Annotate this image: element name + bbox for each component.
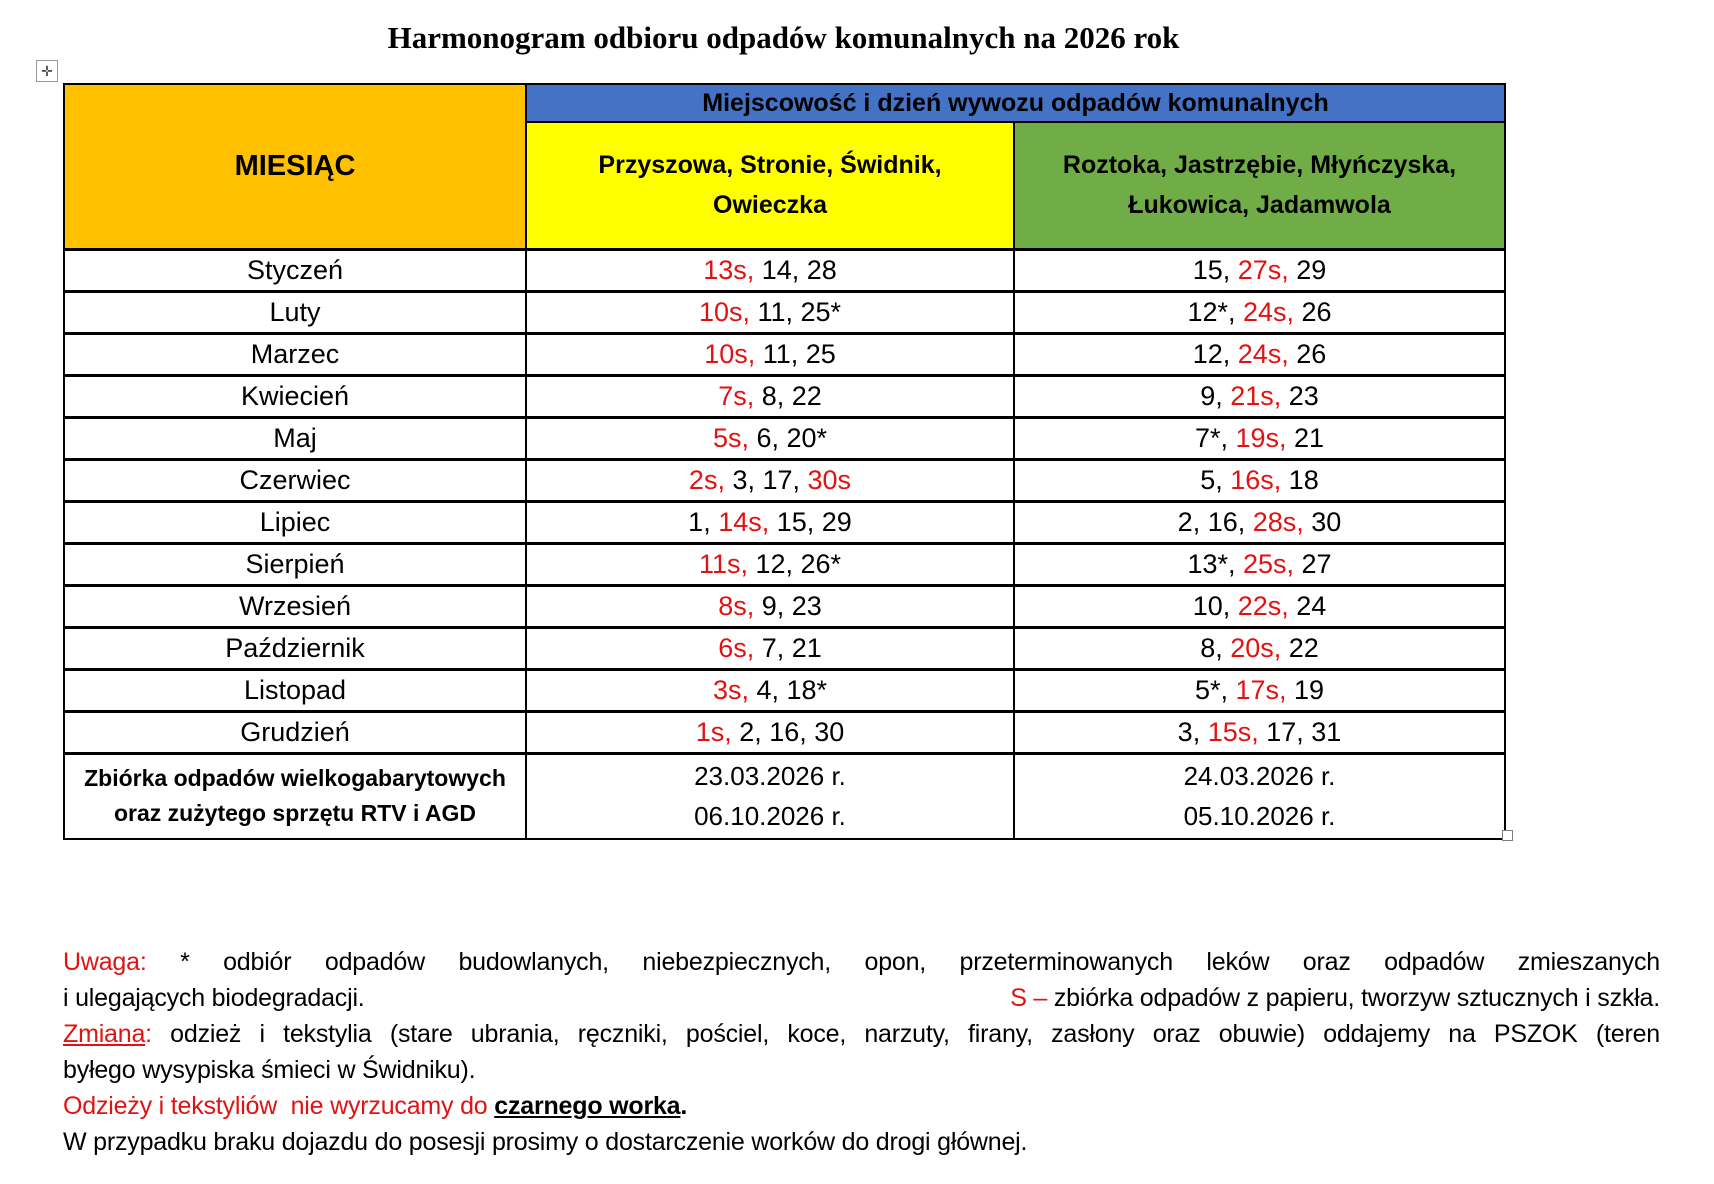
zone2-dates-cell	[1014, 375, 1505, 417]
zone1-date2: 06.10.2026 r.	[694, 801, 846, 832]
date-segment: 12,	[1192, 338, 1238, 369]
month-name-cell: Luty	[64, 291, 526, 333]
note-segment: i ulegających biodegradacji.	[63, 984, 365, 1012]
header-row-group	[64, 84, 1505, 122]
footer-notes	[63, 944, 1660, 1160]
note-segment: * odbiór odpadów budowlanych, niebezpiecznych, opon, przeterminowanych leków oraz odpadów zmieszanych	[146, 948, 1660, 976]
month-rows	[64, 249, 1505, 753]
date-segment: 13s,	[703, 254, 755, 285]
zone1-dates-cell	[526, 333, 1014, 375]
date-segment: 9, 23	[754, 590, 822, 621]
zone2-dates-cell	[1014, 501, 1505, 543]
zone2-header-line1: Roztoka, Jastrzębie, Młyńczyska,	[1062, 151, 1457, 180]
table-row	[64, 249, 1505, 291]
date-segment: 1,	[688, 506, 719, 537]
zone1-date1: 23.03.2026 r.	[694, 761, 846, 792]
table-move-handle[interactable]	[36, 60, 58, 82]
date-segment: 20s,	[1230, 632, 1282, 663]
table-row	[64, 417, 1505, 459]
date-segment: 27s,	[1237, 254, 1289, 285]
date-segment: 2, 16,	[1177, 506, 1253, 537]
note-segment: Uwaga:	[63, 948, 147, 976]
note-uwaga-line2-left	[63, 980, 365, 1016]
date-segment: 22	[1281, 632, 1319, 663]
date-segment: 21	[1286, 422, 1325, 453]
zone2-dates-cell	[1014, 627, 1505, 669]
date-segment: 30s	[807, 464, 852, 495]
table-row	[64, 627, 1505, 669]
note-uwaga-line1	[63, 944, 1660, 980]
bulky-waste-row	[64, 753, 1505, 839]
month-name-cell: Listopad	[64, 669, 526, 711]
date-segment: 23	[1281, 380, 1319, 411]
note-segment: S –	[1010, 984, 1054, 1012]
date-segment: 14, 28	[754, 254, 837, 285]
date-segment: 27	[1294, 548, 1332, 579]
date-segment: 2s,	[688, 464, 725, 495]
date-segment: 11s,	[698, 548, 748, 579]
date-segment: 24s,	[1242, 296, 1295, 327]
month-name-cell: Czerwiec	[64, 459, 526, 501]
date-segment: 3,	[1177, 716, 1208, 747]
date-segment: 7s,	[718, 380, 755, 411]
note-segment: Zmiana	[63, 1020, 146, 1048]
bulky-waste-label-cell	[64, 753, 526, 839]
month-name-cell: Grudzień	[64, 711, 526, 753]
month-name-cell: Maj	[64, 417, 526, 459]
month-name-cell: Marzec	[64, 333, 526, 375]
zone1-dates-cell	[526, 585, 1014, 627]
note-s-legend	[1010, 980, 1660, 1016]
note-segment: zbiórka odpadów z papieru, tworzyw sztucznych i szkła.	[1053, 984, 1660, 1012]
date-segment: 9,	[1200, 380, 1231, 411]
date-segment: 19s,	[1235, 422, 1287, 453]
zone1-dates-cell	[526, 711, 1014, 753]
date-segment: 26	[1288, 338, 1327, 369]
bulky-waste-label-line1: Zbiórka odpadów wielkogabarytowych	[84, 765, 506, 792]
zone1-dates-cell	[526, 291, 1014, 333]
date-segment: 1s,	[695, 716, 732, 747]
zone2-dates-cell	[1014, 333, 1505, 375]
date-segment: 15s,	[1207, 716, 1259, 747]
date-segment: 13*,	[1187, 548, 1243, 579]
zone2-dates-cell	[1014, 459, 1505, 501]
date-segment: 7, 21	[754, 632, 822, 663]
page-title: Harmonogram odbioru odpadów komunalnych na 2026 rok	[387, 20, 1180, 55]
date-segment: 28s,	[1252, 506, 1304, 537]
month-name-cell: Wrzesień	[64, 585, 526, 627]
date-segment: 17, 31	[1258, 716, 1342, 747]
note-segment: .	[680, 1092, 688, 1120]
month-column-header: MIESIĄC	[64, 84, 526, 249]
date-segment: 8s,	[718, 590, 755, 621]
date-segment: 8,	[1200, 632, 1231, 663]
table-row	[64, 459, 1505, 501]
date-segment: 7*,	[1194, 422, 1236, 453]
zone2-dates-cell	[1014, 711, 1505, 753]
zone1-header-line1: Przyszowa, Stronie, Świdnik,	[598, 151, 942, 180]
date-segment: 8, 22	[754, 380, 822, 411]
table-row	[64, 501, 1505, 543]
bulky-waste-label-line2: oraz zużytego sprzętu RTV i AGD	[113, 800, 477, 827]
date-segment: 24s,	[1237, 338, 1289, 369]
bulky-waste-zone2-dates	[1014, 753, 1505, 839]
zone1-dates-cell	[526, 501, 1014, 543]
date-segment: 6s,	[718, 632, 755, 663]
zone2-dates-cell	[1014, 249, 1505, 291]
zone2-dates-cell	[1014, 669, 1505, 711]
date-segment: 5s,	[712, 422, 749, 453]
table-resize-handle[interactable]	[1502, 830, 1513, 841]
note-segment: W przypadku braku dojazdu do posesji prosimy o dostarczenie worków do drogi głównej.	[63, 1128, 1028, 1156]
table-row	[64, 333, 1505, 375]
table-row	[64, 669, 1505, 711]
date-segment: 3, 17,	[724, 464, 808, 495]
table-row	[64, 585, 1505, 627]
date-segment: 30	[1303, 506, 1342, 537]
table-row	[64, 543, 1505, 585]
schedule-table	[63, 83, 1506, 840]
month-name-cell: Styczeń	[64, 249, 526, 291]
note-segment: czarnego worka	[494, 1092, 681, 1120]
zone2-dates-cell	[1014, 585, 1505, 627]
note-segment: :	[145, 1020, 152, 1048]
note-segment: byłego wysypiska śmieci w Świdniku).	[63, 1056, 476, 1084]
table-row	[64, 291, 1505, 333]
date-segment: 29	[1288, 254, 1327, 285]
zone1-dates-cell	[526, 627, 1014, 669]
zone1-header-line2: Owieczka	[713, 191, 827, 220]
date-segment: 10s,	[698, 296, 750, 327]
date-segment: 15,	[1192, 254, 1238, 285]
zone2-dates-cell	[1014, 417, 1505, 459]
date-segment: 15, 29	[769, 506, 852, 537]
month-name-cell: Lipiec	[64, 501, 526, 543]
date-segment: 6, 20*	[748, 422, 828, 453]
date-segment: 14s,	[718, 506, 770, 537]
date-segment: 10,	[1192, 590, 1238, 621]
note-segment: Odzieży i tekstyliów nie wyrzucamy do	[63, 1092, 495, 1120]
date-segment: 19	[1286, 674, 1325, 705]
note-textiles	[63, 1088, 1660, 1124]
zone1-dates-cell	[526, 543, 1014, 585]
date-segment: 2, 16, 30	[731, 716, 845, 747]
bulky-waste-zone1-dates	[526, 753, 1014, 839]
date-segment: 26	[1294, 296, 1332, 327]
zone1-dates-cell	[526, 669, 1014, 711]
month-name-cell: Kwiecień	[64, 375, 526, 417]
date-segment: 11, 25*	[749, 296, 842, 327]
date-segment: 10s,	[704, 338, 756, 369]
zone1-dates-cell	[526, 417, 1014, 459]
date-segment: 17s,	[1235, 674, 1287, 705]
zone1-dates-cell	[526, 249, 1014, 291]
special-row-body	[64, 753, 1505, 839]
date-segment: 22s,	[1237, 590, 1289, 621]
date-segment: 5,	[1200, 464, 1231, 495]
zone2-dates-cell	[1014, 291, 1505, 333]
table-row	[64, 375, 1505, 417]
date-segment: 24	[1288, 590, 1327, 621]
date-segment: 4, 18*	[748, 674, 828, 705]
note-zmiana-line1	[63, 1016, 1660, 1052]
date-segment: 12*,	[1187, 296, 1243, 327]
zone2-header	[1014, 122, 1505, 249]
note-zmiana-line2	[63, 1052, 1660, 1088]
zone2-dates-cell	[1014, 543, 1505, 585]
date-segment: 16s,	[1230, 464, 1282, 495]
zone2-date1: 24.03.2026 r.	[1183, 761, 1336, 792]
date-segment: 3s,	[712, 674, 749, 705]
group-header: Miejscowość i dzień wywozu odpadów komunalnych	[526, 84, 1505, 122]
zone1-dates-cell	[526, 375, 1014, 417]
date-segment: 11, 25	[755, 338, 836, 369]
table-row	[64, 711, 1505, 753]
note-uwaga-line2	[63, 980, 1660, 1016]
zone2-date2: 05.10.2026 r.	[1183, 801, 1336, 832]
note-segment: odzież i tekstylia (stare ubrania, ręczniki, pościel, koce, narzuty, firany, zasłony oraz obuwie) oddajemy na PSZOK (teren	[151, 1020, 1660, 1048]
zone1-header	[526, 122, 1014, 249]
date-segment: 5*,	[1194, 674, 1236, 705]
move-icon: ✛	[41, 63, 53, 79]
date-segment: 21s,	[1230, 380, 1282, 411]
date-segment: 25s,	[1242, 548, 1295, 579]
note-road-access	[63, 1124, 1660, 1160]
date-segment: 18	[1281, 464, 1319, 495]
zone1-dates-cell	[526, 459, 1014, 501]
month-name-cell: Sierpień	[64, 543, 526, 585]
date-segment: 12, 26*	[747, 548, 842, 579]
zone2-header-line2: Łukowica, Jadamwola	[1128, 191, 1391, 220]
month-name-cell: Październik	[64, 627, 526, 669]
